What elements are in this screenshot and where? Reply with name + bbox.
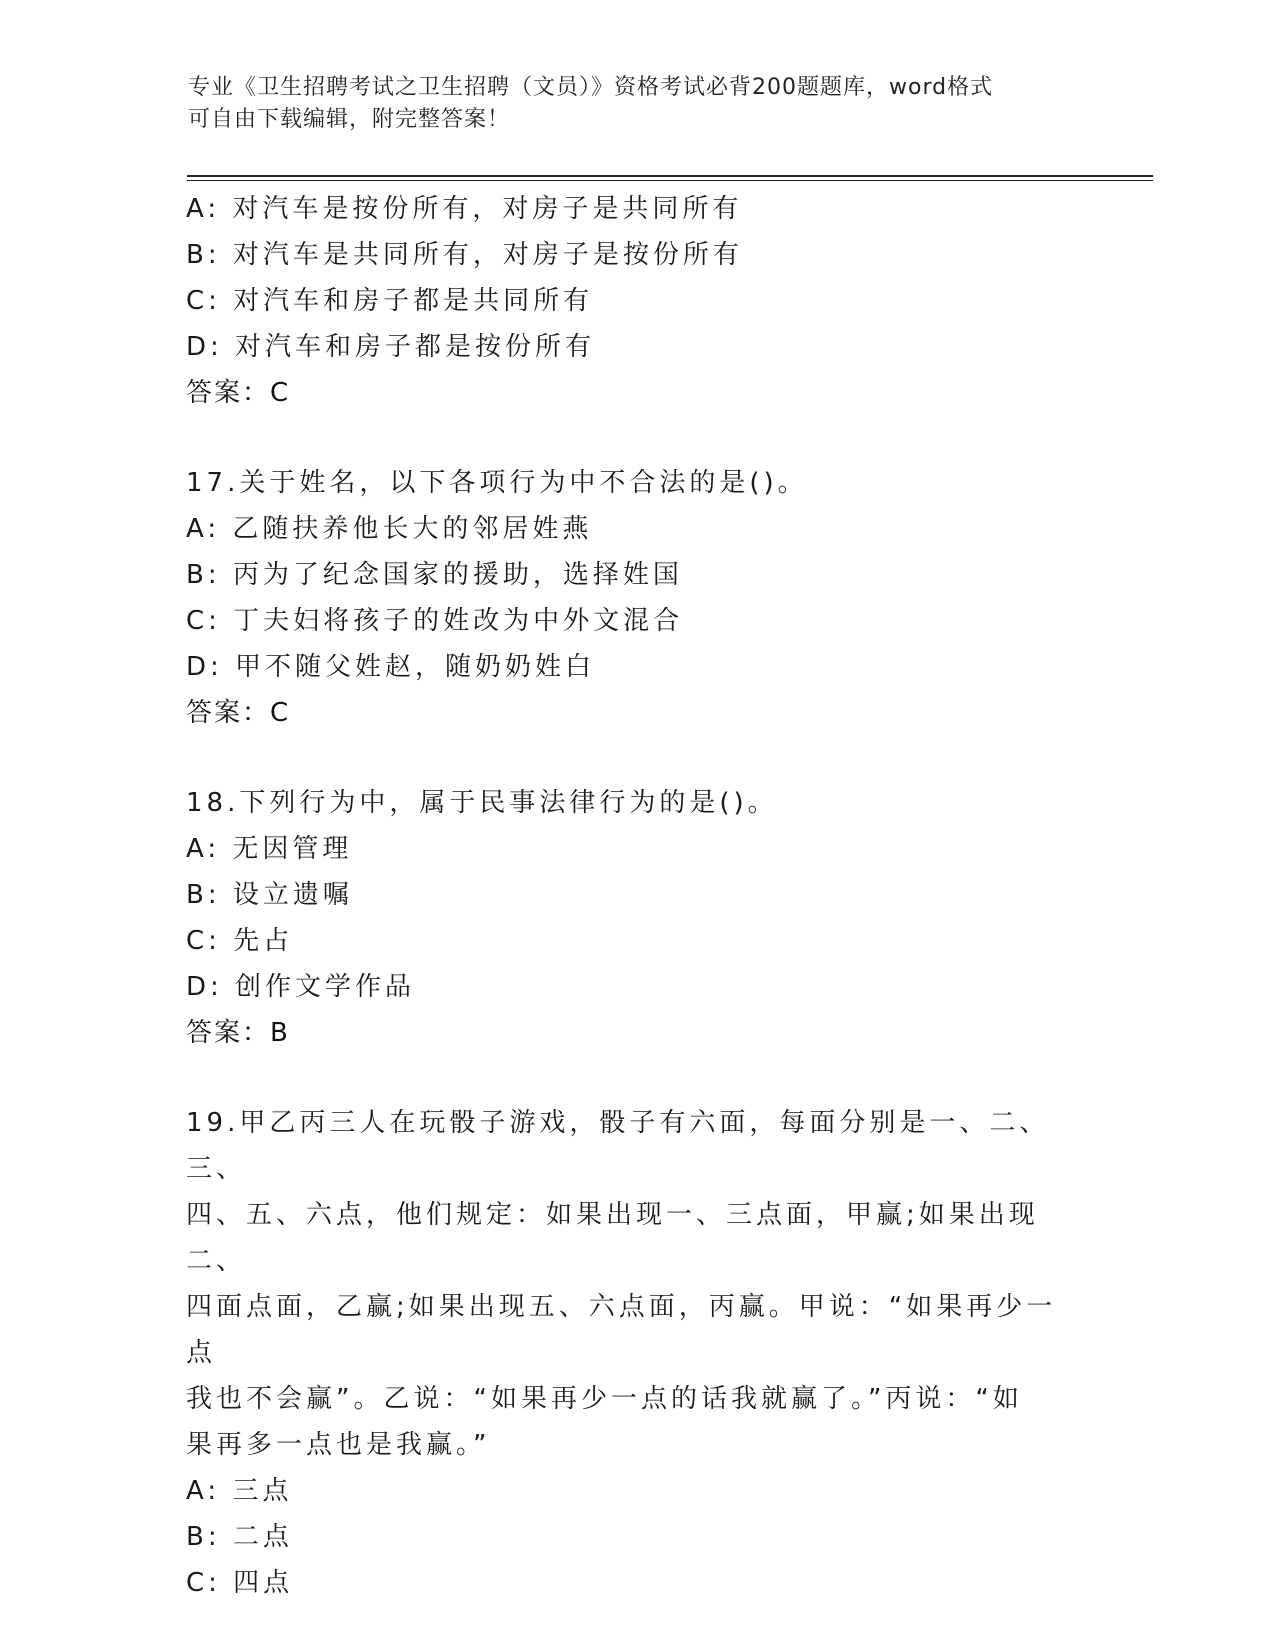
option-a: A: 三点	[186, 1476, 293, 1506]
option-d: D: 创作文学作品	[186, 972, 416, 1002]
question-list	[186, 186, 1086, 1606]
option-c: C: 先占	[186, 926, 294, 956]
header-divider-thin	[187, 180, 1153, 181]
question-16	[186, 186, 1086, 416]
question-stem: 17.关于姓名，以下各项行为中不合法的是()。	[186, 468, 808, 498]
option-c: C: 对汽车和房子都是共同所有	[186, 286, 594, 316]
option-a: A: 无因管理	[186, 834, 353, 864]
question-stem-line-3: 四面点面，乙赢;如果出现五、六点面，丙赢。甲说：“如果再少一点	[186, 1292, 1057, 1368]
spacer	[186, 736, 1086, 780]
option-b: B: 对汽车是共同所有，对房子是按份所有	[186, 240, 743, 270]
question-19	[186, 1100, 1086, 1606]
option-b: B: 设立遗嘱	[186, 880, 353, 910]
document-header	[188, 72, 1068, 136]
option-b: B: 丙为了纪念国家的援助，选择姓国	[186, 560, 683, 590]
question-stem-line-4: 我也不会赢”。乙说：“如果再少一点的话我就赢了。”丙说：“如	[186, 1384, 1023, 1414]
question-stem-line-1: 19.甲乙丙三人在玩骰子游戏，骰子有六面，每面分别是一、二、三、	[186, 1108, 1050, 1184]
spacer	[186, 416, 1086, 460]
header-title-line-2: 可自由下载编辑，附完整答案！	[188, 107, 511, 132]
option-a: A: 乙随扶养他长大的邻居姓燕	[186, 514, 593, 544]
question-17	[186, 460, 1086, 736]
answer: 答案：C	[186, 378, 291, 408]
option-d: D: 甲不随父姓赵，随奶奶姓白	[186, 652, 596, 682]
answer: 答案：B	[186, 1018, 290, 1048]
option-c: C: 丁夫妇将孩子的姓改为中外文混合	[186, 606, 684, 636]
option-d: D: 对汽车和房子都是按份所有	[186, 332, 596, 362]
header-title-line-1: 专业《卫生招聘考试之卫生招聘（文员）》资格考试必背200题题库，word格式	[188, 75, 994, 100]
option-c: C: 四点	[186, 1568, 294, 1598]
question-stem-line-2: 四、五、六点，他们规定：如果出现一、三点面，甲赢;如果出现二、	[186, 1200, 1039, 1276]
spacer	[186, 1056, 1086, 1100]
header-divider-thick	[187, 175, 1153, 177]
option-b: B: 二点	[186, 1522, 293, 1552]
option-a: A: 对汽车是按份所有，对房子是共同所有	[186, 194, 743, 224]
answer: 答案：C	[186, 698, 291, 728]
question-18	[186, 780, 1086, 1056]
question-stem-line-5: 果再多一点也是我赢。”	[186, 1430, 491, 1460]
question-stem: 18.下列行为中，属于民事法律行为的是()。	[186, 788, 778, 818]
